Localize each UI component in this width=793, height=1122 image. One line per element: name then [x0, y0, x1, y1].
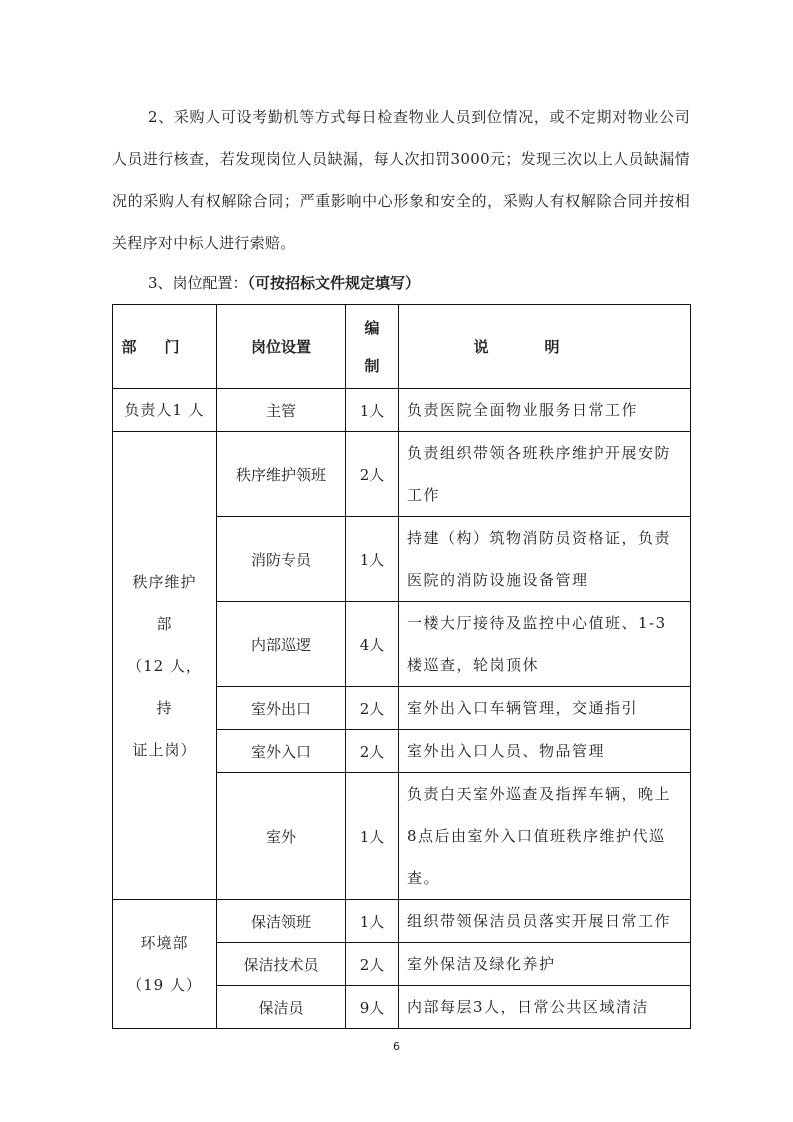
- paragraph-number: 2、: [148, 108, 174, 126]
- table-row: [113, 900, 691, 943]
- position-cell: 保洁领班: [217, 900, 346, 943]
- headcount-cell: 1人: [346, 900, 399, 943]
- page-number: 6: [393, 1040, 400, 1053]
- description-cell: 室外出入口人员、物品管理: [399, 730, 691, 773]
- staffing-table: [112, 304, 691, 1029]
- description-cell: 组织带领保洁员员落实开展日常工作: [399, 900, 691, 943]
- table-row: [113, 389, 691, 432]
- description-cell: 室外出入口车辆管理，交通指引: [399, 687, 691, 730]
- headcount-cell: 1人: [346, 517, 399, 602]
- section-prefix: 3、岗位配置：: [148, 274, 248, 292]
- position-cell: 室外出口: [217, 687, 346, 730]
- headcount-cell: 2人: [346, 943, 399, 986]
- table-header-row: [113, 305, 691, 389]
- table-row: [113, 432, 691, 517]
- position-cell: 主管: [217, 389, 346, 432]
- description-cell: 持建（构）筑物消防员资格证，负责医院的消防设施设备管理: [399, 517, 691, 602]
- department-cell: 负责人1 人: [113, 389, 217, 432]
- headcount-cell: 9人: [346, 986, 399, 1029]
- header-position: 岗位设置: [217, 305, 346, 389]
- position-cell: 消防专员: [217, 517, 346, 602]
- header-description: 说明: [399, 305, 691, 389]
- paragraph-text: 采购人可设考勤机等方式每日检查物业人员到位情况，或不定期对物业公司人员进行核查，若发现岗位人员缺漏，每人次扣罚3000元；发现三次以上人员缺漏情况的采购人有权解除合同；严重影响中心形象和安全的，采购人有权解除合同并按相关程序对中标人进行索赔。: [112, 108, 690, 252]
- position-cell: 秩序维护领班: [217, 432, 346, 517]
- position-cell: 室外入口: [217, 730, 346, 773]
- position-cell: 保洁技术员: [217, 943, 346, 986]
- description-cell: 内部每层3人，日常公共区域清洁: [399, 986, 691, 1029]
- paragraph-penalty-clause: [112, 96, 690, 264]
- position-cell: 保洁员: [217, 986, 346, 1029]
- headcount-cell: 1人: [346, 773, 399, 900]
- section-note: （可按招标文件规定填写）: [247, 274, 421, 292]
- description-cell: 一楼大厅接待及监控中心值班、1-3楼巡查，轮岗顶休: [399, 602, 691, 687]
- position-cell: 室外: [217, 773, 346, 900]
- headcount-cell: 2人: [346, 432, 399, 517]
- description-cell: 负责组织带领各班秩序维护开展安防工作: [399, 432, 691, 517]
- department-cell-security: 秩序维护 部 （12 人，持 证上岗）: [113, 432, 217, 900]
- header-headcount: 编 制: [346, 305, 399, 389]
- headcount-cell: 2人: [346, 687, 399, 730]
- headcount-cell: 2人: [346, 730, 399, 773]
- headcount-cell: 1人: [346, 389, 399, 432]
- description-cell: 负责白天室外巡查及指挥车辆，晚上8点后由室外入口值班秩序维护代巡查。: [399, 773, 691, 900]
- description-cell: 负责医院全面物业服务日常工作: [399, 389, 691, 432]
- position-cell: 内部巡逻: [217, 602, 346, 687]
- description-cell: 室外保洁及绿化养护: [399, 943, 691, 986]
- header-department: 部门: [113, 305, 217, 389]
- headcount-cell: 4人: [346, 602, 399, 687]
- department-cell-environment: 环境部 （19 人）: [113, 900, 217, 1029]
- section-heading: [148, 268, 420, 298]
